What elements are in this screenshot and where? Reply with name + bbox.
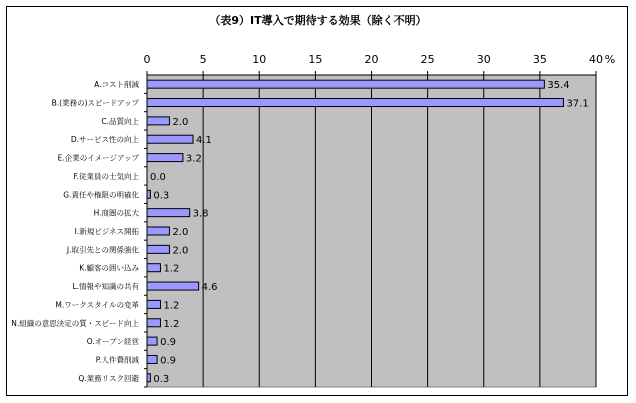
data-label: 3.8 <box>192 208 209 220</box>
category-label: H.商圏の拡大 <box>93 208 139 218</box>
category-label: L.情報や知識の共有 <box>72 282 139 292</box>
x-tick-label: 30 <box>476 53 491 66</box>
category-label: A.コスト削減 <box>94 80 139 90</box>
x-tick-label: 40 <box>589 53 603 66</box>
category-label: Q.業務リスク回避 <box>78 373 139 383</box>
data-label: 2.0 <box>172 227 189 238</box>
x-axis-unit: % <box>604 53 616 66</box>
data-label: 1.2 <box>163 318 180 330</box>
bar <box>147 319 160 327</box>
x-tick-label: 20 <box>364 53 379 66</box>
category-label: M.ワークスタイルの変革 <box>55 300 139 310</box>
bar <box>147 264 160 272</box>
bar <box>147 355 157 363</box>
bar <box>147 227 169 235</box>
data-label: 4.6 <box>201 282 218 294</box>
category-label: G.責任や権限の明確化 <box>63 190 139 200</box>
category-label: D.サービス性の向上 <box>70 135 139 145</box>
chart-title: （表9）IT導入で期待する効果（除く不明） <box>209 14 427 27</box>
x-tick-label: 0 <box>143 53 151 66</box>
bar <box>147 245 169 253</box>
category-label: O.オープン経営 <box>86 337 139 347</box>
data-label: 3.2 <box>185 153 202 165</box>
bar <box>147 282 199 290</box>
data-label: 1.2 <box>163 300 180 312</box>
data-label: 2.0 <box>172 245 189 257</box>
bar <box>147 300 160 308</box>
x-tick-label: 35 <box>532 53 547 66</box>
category-label: J.取引先との関係強化 <box>66 245 139 255</box>
data-label: 2.0 <box>172 116 189 128</box>
bar <box>147 99 563 107</box>
category-label: B.(業務の)スピードアップ <box>51 98 139 108</box>
category-labels <box>11 79 147 387</box>
category-label: K.顧客の囲い込み <box>79 263 139 273</box>
bar <box>147 117 169 125</box>
bar <box>147 154 183 162</box>
category-label: E.企業のイメージアップ <box>57 153 139 163</box>
data-label: 0.3 <box>153 190 170 202</box>
data-label: 35.4 <box>547 80 570 92</box>
data-label: 4.1 <box>196 135 212 147</box>
data-label: 0.9 <box>160 337 177 349</box>
bar <box>147 80 544 88</box>
category-label: F.従業員の士気向上 <box>73 171 139 181</box>
plot-area <box>147 75 596 387</box>
bar <box>147 337 157 345</box>
x-tick-label: 15 <box>308 53 323 66</box>
data-label: 0.3 <box>153 373 170 385</box>
category-label: I.新規ビジネス開拓 <box>74 227 139 236</box>
x-tick-label: 10 <box>252 53 267 66</box>
category-label: N.組織の意思決定の質・スピード向上 <box>11 318 139 328</box>
category-label: P.人件費削減 <box>95 355 139 365</box>
bar <box>147 209 190 217</box>
bar <box>147 190 150 198</box>
bar <box>147 135 193 143</box>
bar <box>147 374 150 382</box>
data-label: 1.2 <box>163 263 180 275</box>
data-label: 0.9 <box>160 355 177 367</box>
data-label: 0.0 <box>150 171 166 183</box>
x-tick-label: 25 <box>420 53 435 66</box>
data-label: 37.1 <box>566 98 589 110</box>
x-tick-label: 5 <box>199 53 207 66</box>
category-label: C.品質向上 <box>101 116 139 126</box>
